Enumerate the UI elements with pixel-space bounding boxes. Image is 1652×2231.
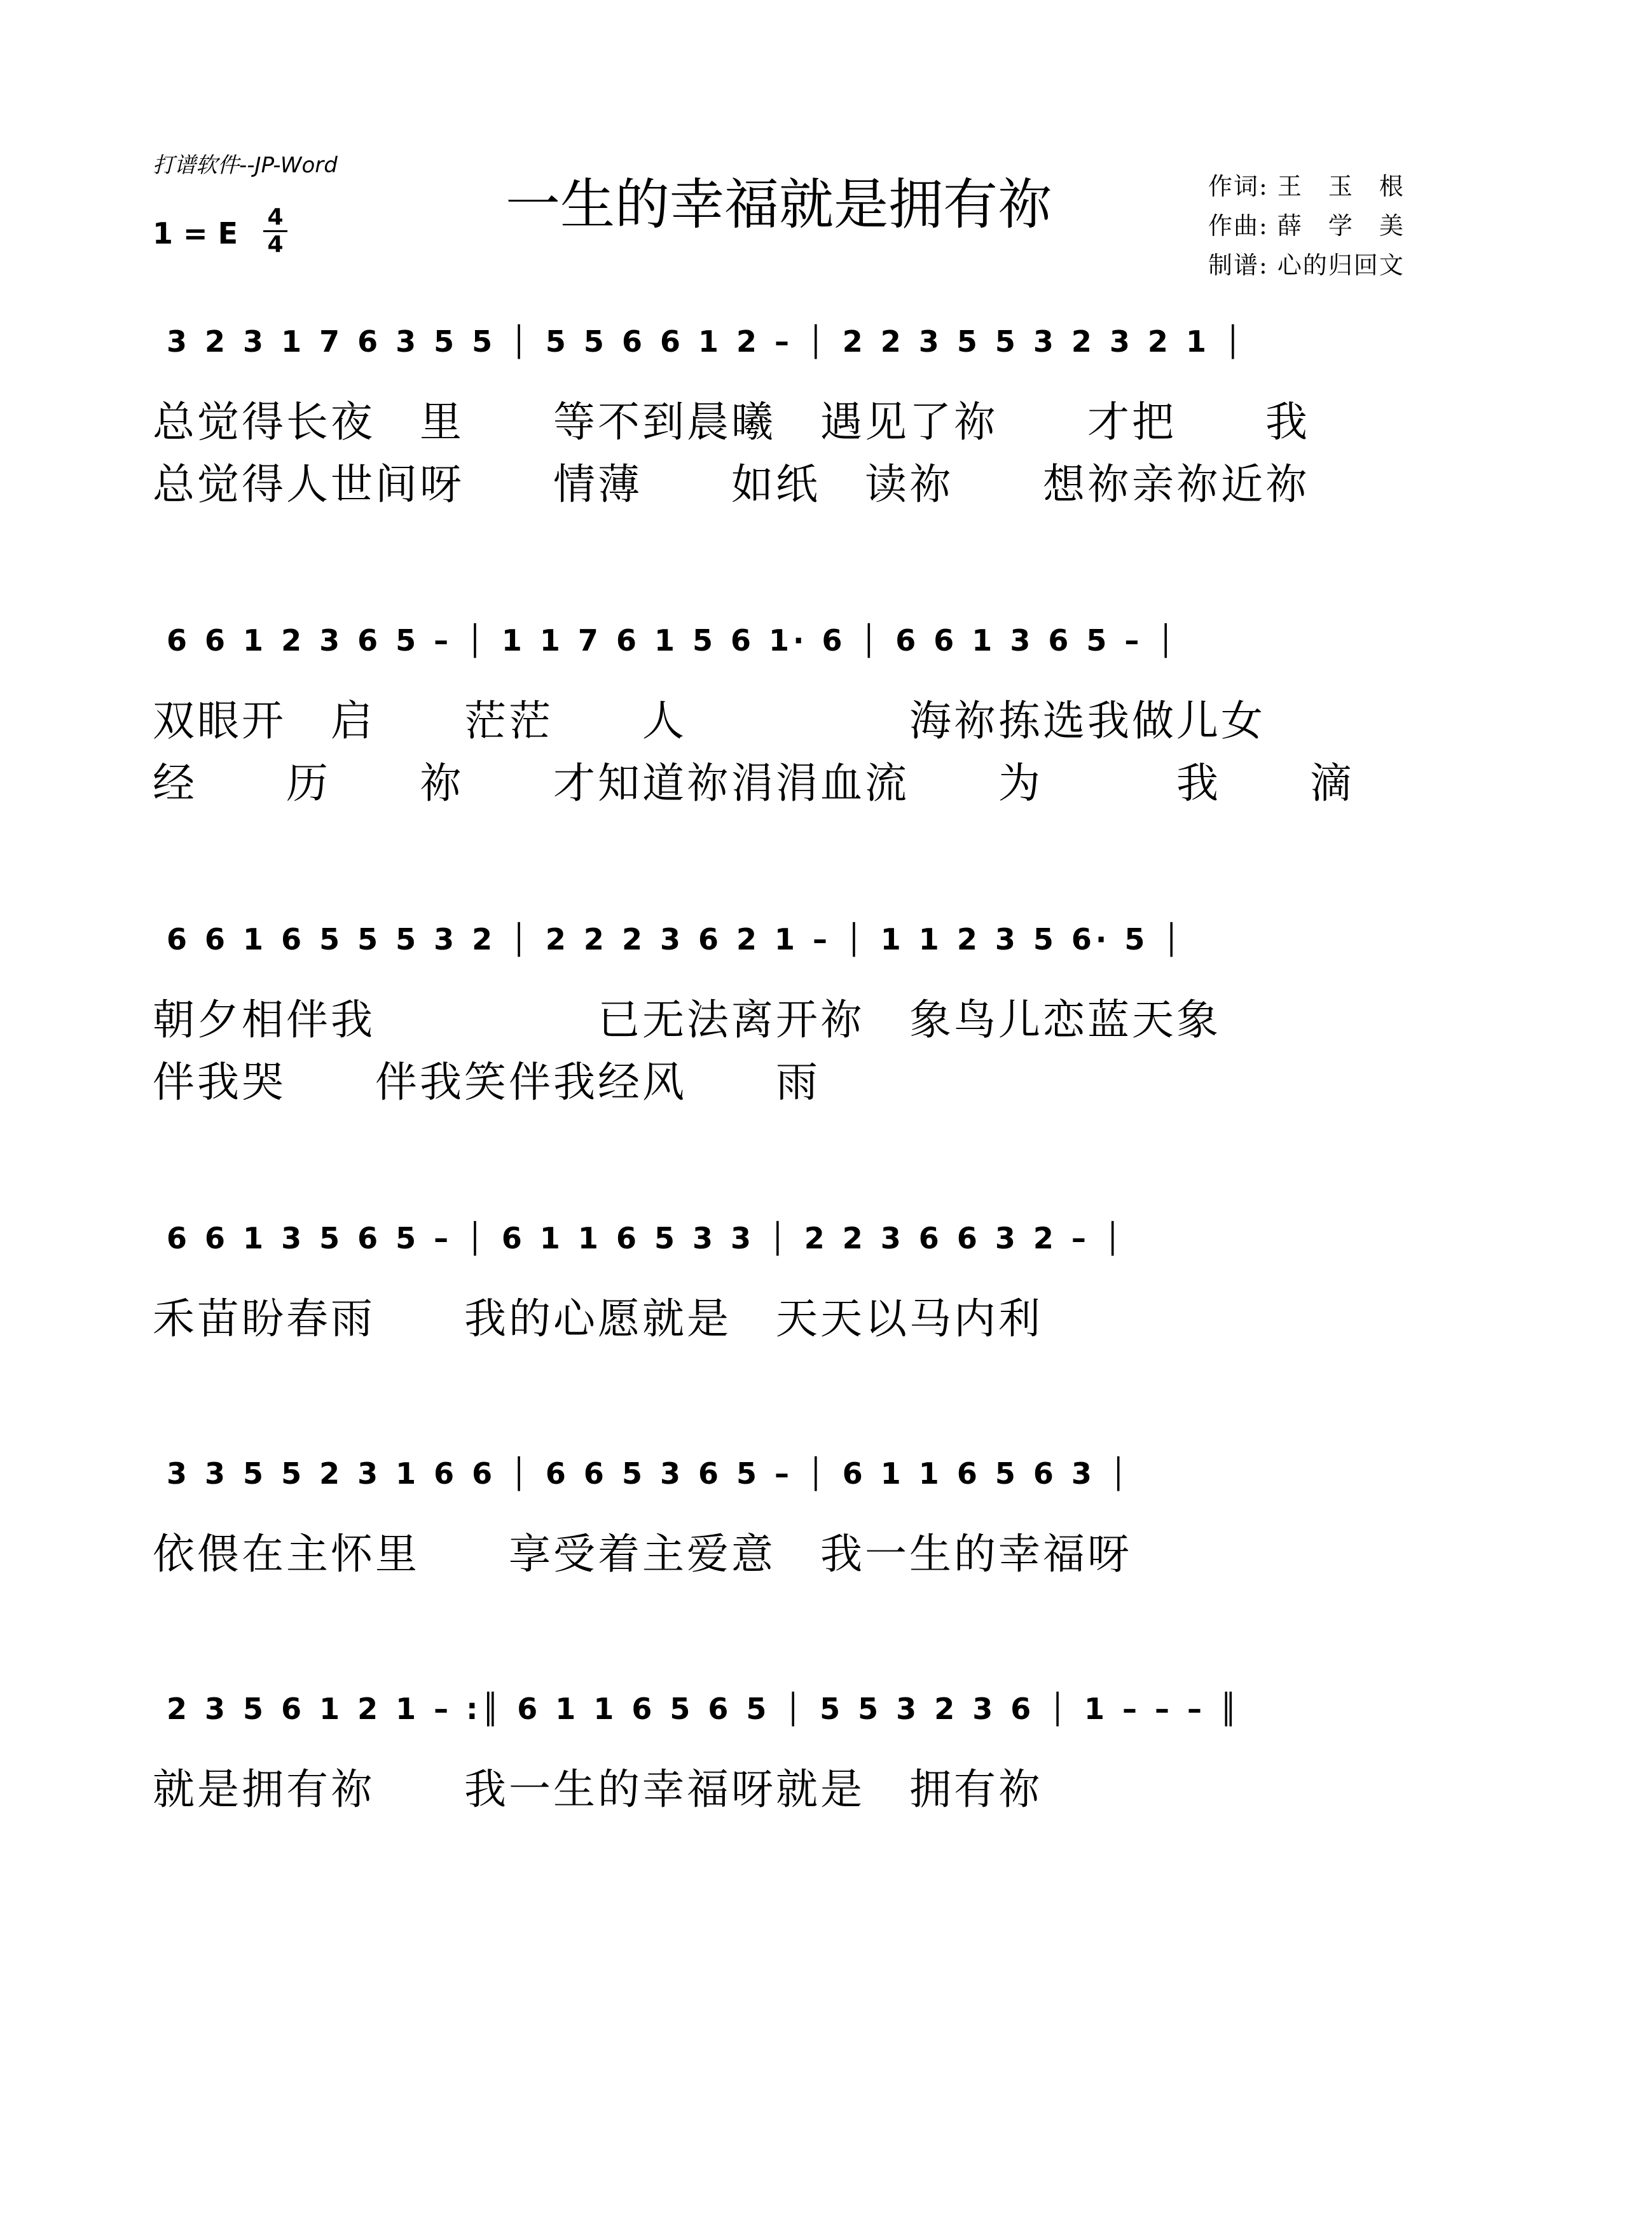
time-denominator: 4	[267, 231, 284, 258]
time-numerator: 4	[267, 204, 284, 230]
lyric-line-2: 伴我哭 伴我笑伴我经风 雨	[153, 1058, 820, 1107]
lyric-line-1: 依偎在主怀里 享受着主爱意 我一生的幸福呀	[153, 1530, 1132, 1578]
lyric-line-2: 经 历 祢 才知道祢涓涓血流 为 我 滴	[153, 759, 1354, 808]
notes-line: 6 6 1 6 5 5 5 3 2 │ 2 2 2 3 6 2 1 – │ 1 1 2 3 5 6· 5 │	[167, 922, 1185, 957]
lyric-line-1: 就是拥有祢 我一生的幸福呀就是 拥有祢	[153, 1765, 1043, 1814]
notes-line: 3 3 5 5 2 3 1 6 6 │ 6 6 5 3 6 5 – │ 6 1 1 6 5 6 3 │	[167, 1456, 1131, 1491]
time-signature	[259, 205, 291, 258]
lyric-line-1: 总觉得长夜 里 等不到晨曦 遇见了祢 才把 我	[153, 397, 1310, 446]
lyric-line-1: 朝夕相伴我 已无法离开祢 象鸟儿恋蓝天象	[153, 995, 1221, 1044]
notes-line: 6 6 1 3 5 6 5 – │ 6 1 1 6 5 3 3 │ 2 2 3 6 6 3 2 – │	[167, 1221, 1125, 1255]
credits	[1208, 167, 1405, 285]
notes-line: 2 3 5 6 1 2 1 – :║ 6 1 1 6 5 6 5 │ 5 5 3 2 3 6 │ 1 – – – ║	[167, 1692, 1241, 1726]
composer: 作曲: 薛 学 美	[1208, 212, 1405, 240]
lyric-line-1: 双眼开 启 茫茫 人 海祢拣选我做儿女	[153, 696, 1265, 745]
key-signature: 1 = E	[153, 216, 238, 251]
song-title: 一生的幸福就是拥有祢	[506, 173, 1052, 237]
lyric-line-2: 总觉得人世间呀 情薄 如纸 读祢 想祢亲祢近祢	[153, 460, 1310, 509]
lyric-line-1: 禾苗盼春雨 我的心愿就是 天天以马内利	[153, 1294, 1043, 1343]
software-label: 打谱软件--JP-Word	[153, 153, 338, 178]
notes-line: 3 2 3 1 7 6 3 5 5 │ 5 5 6 6 1 2 – │ 2 2 3 5 5 3 2 3 2 1 │	[167, 324, 1246, 359]
notes-line: 6 6 1 2 3 6 5 – │ 1 1 7 6 1 5 6 1· 6 │ 6 6 1 3 6 5 – │	[167, 623, 1179, 658]
lyricist: 作词: 王 玉 根	[1208, 172, 1405, 200]
transcriber: 制谱: 心的归回文	[1208, 251, 1405, 279]
